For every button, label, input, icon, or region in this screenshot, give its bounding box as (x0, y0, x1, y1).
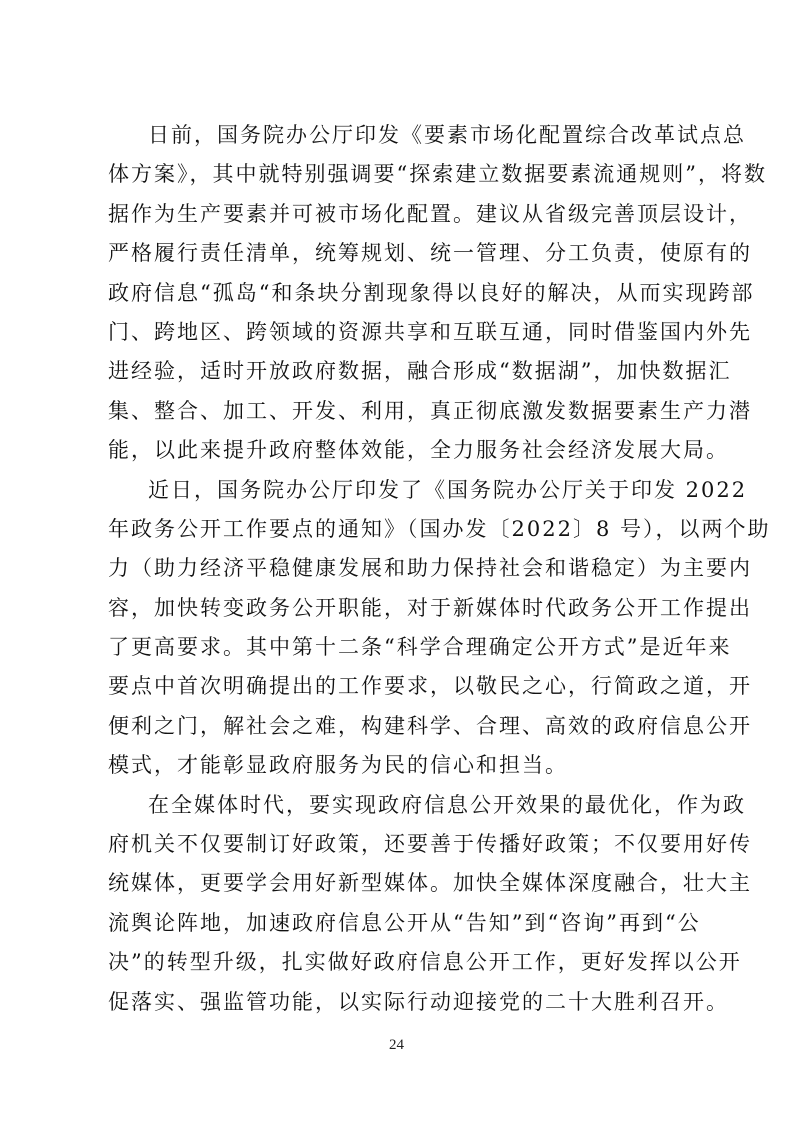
text-line: 流舆论阵地，加速政府信息公开从“告知”到“咨询”再到“公 (108, 910, 701, 935)
text-line: 能，以此来提升政府整体效能，全力服务社会经济发展大局。 (108, 438, 729, 463)
text-line: 近日，国务院办公厅印发了《国务院办公厅关于印发 2022 (148, 477, 748, 502)
text-line: 统媒体，更要学会用好新型媒体。加快全媒体深度融合，壮大主 (108, 871, 752, 896)
text-line: 促落实、强监管功能，以实际行动迎接党的二十大胜利召开。 (108, 989, 729, 1014)
text-line: 体方案》，其中就特别强调要“探索建立数据要素流通规则”，将数 (108, 162, 767, 187)
text-line: 便利之门，解社会之难，构建科学、合理、高效的政府信息公开 (108, 713, 752, 738)
text-line: 模式，才能彰显政府服务为民的信心和担当。 (108, 753, 568, 778)
text-line: 要点中首次明确提出的工作要求，以敬民之心，行简政之道，开 (108, 674, 752, 699)
body-text (108, 116, 771, 1022)
page-number: 24 (389, 1037, 404, 1053)
text-line: 据作为生产要素并可被市场化配置。建议从省级完善顶层设计， (108, 201, 752, 226)
text-line: 集、整合、加工、开发、利用，真正彻底激发数据要素生产力潜 (108, 398, 752, 423)
text-line: 力（助力经济平稳健康发展和助力保持社会和谐稳定）为主要内 (108, 556, 752, 581)
text-line: 进经验，适时开放政府数据，融合形成“数据湖”，加快数据汇 (108, 359, 732, 384)
text-line: 府机关不仅要制订好政策，还要善于传播好政策；不仅要用好传 (108, 832, 752, 857)
text-line: 门、跨地区、跨领域的资源共享和互联互通，同时借鉴国内外先 (108, 319, 752, 344)
text-line: 决”的转型升级，扎实做好政府信息公开工作，更好发挥以公开 (108, 950, 742, 975)
paragraph-2 (108, 471, 771, 786)
text-line: 容，加快转变政务公开职能，对于新媒体时代政务公开工作提出 (108, 595, 752, 620)
text-line: 政府信息“孤岛“和条块分割现象得以良好的解决，从而实现跨部 (108, 280, 755, 305)
text-line: 严格履行责任清单，统筹规划、统一管理、分工负责，使原有的 (108, 241, 752, 266)
paragraph-3 (108, 786, 752, 1022)
text-line: 在全媒体时代，要实现政府信息公开效果的最优化，作为政 (148, 792, 746, 817)
text-line: 日前，国务院办公厅印发《要素市场化配置综合改革试点总 (148, 123, 746, 147)
text-line: 了更高要求。其中第十二条“科学合理确定公开方式”是近年来 (108, 635, 732, 660)
paragraph-1 (108, 116, 767, 471)
text-line: 年政务公开工作要点的通知》（国办发〔2022〕8 号），以两个助 (108, 516, 771, 541)
